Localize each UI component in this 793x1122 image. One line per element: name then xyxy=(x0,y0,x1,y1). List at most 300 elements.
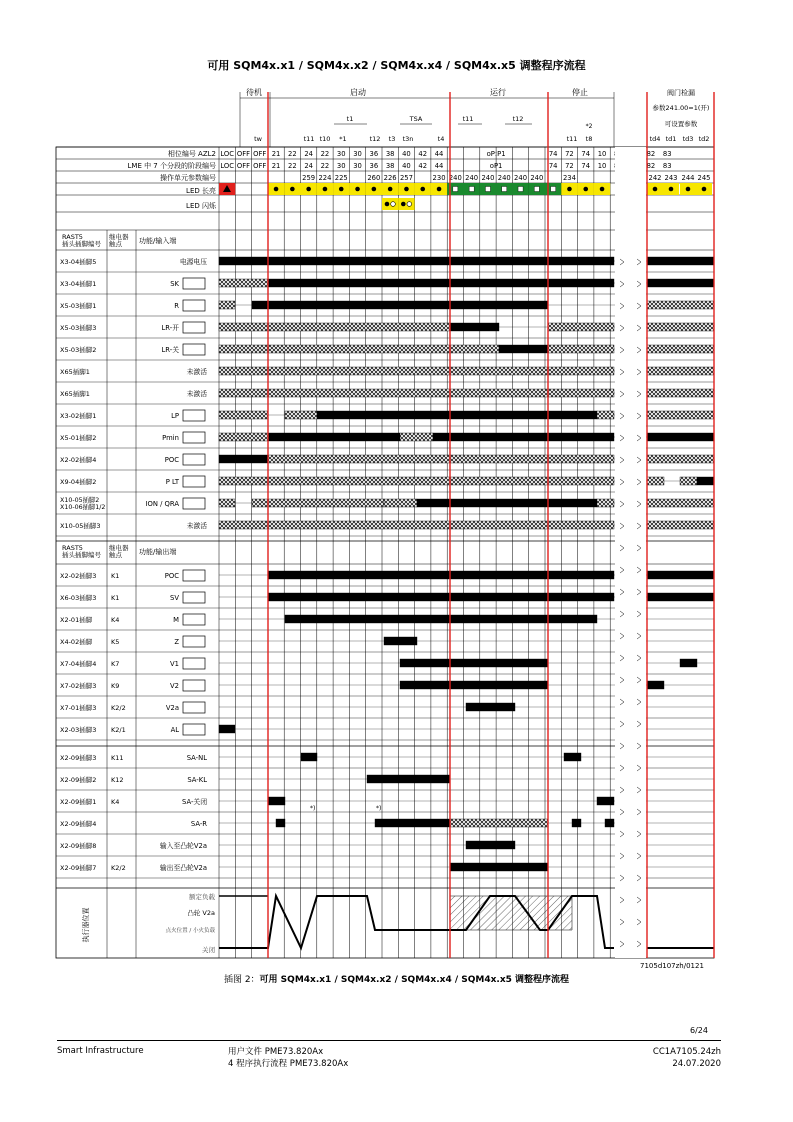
param-value: 244 xyxy=(681,174,695,182)
param-value: 226 xyxy=(383,174,397,182)
caption-prefix: 插图 2： xyxy=(223,975,260,985)
azl-value: 22 xyxy=(288,150,297,158)
timing-star2: *2 xyxy=(585,123,593,130)
azl-value: 82 xyxy=(646,150,656,158)
output-header-c1b: 插头插脚编号 xyxy=(62,551,101,559)
output-row-3-pin: X4-02插脚 xyxy=(60,638,93,646)
signal-bar xyxy=(499,345,548,353)
lme-value: 44 xyxy=(434,162,444,170)
signal-bar xyxy=(647,367,714,375)
signal-bar xyxy=(400,659,548,667)
timing-label: t11 xyxy=(303,135,315,143)
signal-bar xyxy=(219,367,614,375)
lme-value: 40 xyxy=(402,162,411,170)
input-row-6-pin: X65插脚1 xyxy=(60,390,90,398)
lme-value: 24 xyxy=(304,162,313,170)
switch-icon xyxy=(183,570,205,581)
azl-value: 74 xyxy=(548,150,558,158)
pressure-icon xyxy=(183,432,205,443)
footer-divider xyxy=(57,1040,721,1041)
input-row-8-func: Pmin xyxy=(162,434,179,442)
valve-icon xyxy=(183,658,205,669)
phase-valve-param: 参数241.00=1(开) xyxy=(652,104,710,112)
actuator-row-4-func: 输入至凸轮V2a xyxy=(159,842,207,850)
thermostat-icon xyxy=(183,300,205,311)
signal-bar xyxy=(268,571,614,579)
azl-value: 44 xyxy=(434,150,444,158)
lme-value: OFF xyxy=(253,162,267,170)
param-value: 260 xyxy=(367,174,381,182)
param-value: 259 xyxy=(302,174,316,182)
led-dot xyxy=(437,187,442,192)
figure-ref: 7105d107zh/0121 xyxy=(640,962,704,970)
position-rated-load: 额定负载 xyxy=(189,893,215,901)
lme-value: 74 xyxy=(581,162,591,170)
azl-value: 30 xyxy=(336,150,346,158)
timing-td: td4 xyxy=(649,135,661,143)
output-row-0-relay: K1 xyxy=(111,572,120,580)
led-dot xyxy=(306,187,311,192)
input-row-0-pin: X3-04插脚5 xyxy=(60,258,97,266)
led-dot xyxy=(355,187,360,192)
input-row-9-pin: X2-02插脚4 xyxy=(60,456,97,464)
led-dot xyxy=(420,187,425,192)
led-dot xyxy=(404,187,409,192)
timing-label: t10 xyxy=(319,135,331,143)
actuator-row-2-func: SA-关闭 xyxy=(182,798,207,806)
input-row-8-pin: X5-01插脚2 xyxy=(60,434,97,442)
signal-bar xyxy=(680,477,697,485)
footer-doc-line2: 4 程序执行流程 PME73.820Ax xyxy=(228,1059,349,1069)
output-row-6-relay: K2/2 xyxy=(111,704,126,712)
output-row-6-pin: X7-01插脚3 xyxy=(60,704,97,712)
led-square xyxy=(485,187,490,192)
timing-td: td2 xyxy=(698,135,710,143)
timing-label: t11 xyxy=(566,135,578,143)
led-dot xyxy=(323,187,328,192)
lme-value: oP1 xyxy=(489,162,503,170)
timing-label: t12 xyxy=(369,135,381,143)
phase-run: 运行 xyxy=(490,88,506,97)
signal-bar xyxy=(647,279,714,287)
actuator-row-4-pin: X2-09插脚8 xyxy=(60,842,97,850)
input-row-7-func: LP xyxy=(171,412,179,420)
signal-bar xyxy=(466,841,515,849)
output-row-3-func: Z xyxy=(174,638,179,646)
input-row-4-func: LR-关 xyxy=(161,346,179,354)
page-title: 可用 SQM4x.x1 / SQM4x.x2 / SQM4x.x4 / SQM4x.x5 调整程序流程 xyxy=(207,59,586,72)
footnote-mark: *) xyxy=(376,805,382,812)
input-row-3-pin: X5-03插脚3 xyxy=(60,324,97,332)
signal-bar xyxy=(572,819,581,827)
led-square xyxy=(469,187,474,192)
figure-caption xyxy=(0,972,793,985)
lme-value: 21 xyxy=(271,162,281,170)
timing-td: td1 xyxy=(665,135,677,143)
signal-bar xyxy=(219,455,268,463)
timing-label: t4 xyxy=(437,135,445,143)
signal-bar xyxy=(219,725,235,733)
output-row-4-pin: X7-04插脚4 xyxy=(60,660,97,668)
supply-bar xyxy=(647,257,714,265)
lme-value: 30 xyxy=(353,162,362,170)
phase-stop: 停止 xyxy=(572,88,588,97)
signal-bar xyxy=(647,345,714,353)
lme-value: 42 xyxy=(418,162,428,170)
param-value: 240 xyxy=(448,174,462,182)
signal-bar xyxy=(647,411,714,419)
output-header-c2a: 继电器 xyxy=(109,544,129,552)
position-ignition: 点火位置 / 小火负载 xyxy=(165,928,215,934)
output-row-0-pin: X2-02插脚3 xyxy=(60,572,97,580)
output-row-5-relay: K9 xyxy=(111,682,120,690)
output-row-5-pin: X7-02插脚3 xyxy=(60,682,97,690)
param-value: 245 xyxy=(697,174,711,182)
param-value: 240 xyxy=(530,174,544,182)
param-value: 243 xyxy=(664,174,678,182)
output-row-1-relay: K1 xyxy=(111,594,120,602)
led-ring xyxy=(391,202,396,207)
led-dot xyxy=(339,187,344,192)
actuator-row-2-pin: X2-09插脚1 xyxy=(60,798,97,806)
pressure-icon xyxy=(183,476,205,487)
phase-standby: 待机 xyxy=(246,88,262,97)
lme-value: 22 xyxy=(320,162,330,170)
phase-valve-settable: 可设置参数 xyxy=(664,120,698,128)
motor-icon xyxy=(183,614,205,625)
input-row-6-func: 未激活 xyxy=(186,390,207,398)
phase-valve-check: 阀门检漏 xyxy=(667,89,695,97)
output-header-c1a: RAST5 xyxy=(62,544,83,552)
output-row-4-func: V1 xyxy=(170,660,179,668)
led-square xyxy=(518,187,523,192)
position-closed: 关闭 xyxy=(202,946,215,954)
output-row-6-func: V2a xyxy=(165,704,179,712)
lme-value: 74 xyxy=(548,162,558,170)
signal-bar xyxy=(252,301,548,309)
signal-bar xyxy=(647,433,714,441)
output-row-2-relay: K4 xyxy=(111,616,120,624)
azl-value: 42 xyxy=(418,150,428,158)
signal-bar xyxy=(417,499,597,507)
azl-value: 74 xyxy=(581,150,591,158)
input-row-9-func: POC xyxy=(164,456,179,464)
led-flash-yellow xyxy=(382,198,398,210)
param-value: 240 xyxy=(514,174,528,182)
led-ring xyxy=(407,202,412,207)
switch-icon xyxy=(183,454,205,465)
footer-document xyxy=(228,1046,348,1070)
lme-value: 83 xyxy=(662,162,672,170)
param-value: 240 xyxy=(497,174,511,182)
led-dot xyxy=(653,187,658,192)
input-header-c1a: RAST5 xyxy=(62,233,83,241)
signal-bar xyxy=(285,411,317,419)
output-row-2-pin: X2-01插脚 xyxy=(60,616,93,624)
timing-t1: t1 xyxy=(346,115,354,123)
actuator-row-3-func: SA-R xyxy=(190,820,207,828)
signal-bar xyxy=(400,681,548,689)
led-flash-yellow xyxy=(398,198,414,210)
led-dot xyxy=(401,202,406,207)
input-header-c2a: 继电器 xyxy=(109,233,129,241)
azl-value: 21 xyxy=(271,150,281,158)
azl-value: OFF xyxy=(236,150,251,158)
footer-code-date xyxy=(653,1046,721,1070)
modulation-area xyxy=(450,896,548,930)
led-square xyxy=(534,187,539,192)
signal-bar xyxy=(384,499,417,507)
valve-icon xyxy=(183,680,205,691)
output-row-7-func: AL xyxy=(170,726,179,734)
lme-value: LOC xyxy=(220,162,234,170)
param-value: 240 xyxy=(481,174,495,182)
signal-bar xyxy=(605,819,614,827)
led-dot xyxy=(372,187,377,192)
signal-bar xyxy=(268,279,614,287)
signal-bar xyxy=(597,797,614,805)
row-label-param: 操作单元参数编号 xyxy=(160,174,216,182)
input-row-11-func: ION / QRA xyxy=(145,500,179,508)
azl-value: 10 xyxy=(597,150,607,158)
lr-close-icon xyxy=(183,344,205,355)
actuator-row-0-relay: K11 xyxy=(111,754,124,762)
lr-open-icon xyxy=(183,322,205,333)
actuator-row-0-pin: X2-09插脚3 xyxy=(60,754,97,762)
led-dot xyxy=(686,187,691,192)
signal-bar xyxy=(680,659,697,667)
timing-label: *1 xyxy=(339,135,347,143)
azl-value: 22 xyxy=(320,150,330,158)
input-row-12-pin: X10-05插脚3 xyxy=(60,522,101,530)
actuator-row-3-pin: X2-09插脚4 xyxy=(60,820,97,828)
actuator-row-5-pin: X2-09插脚7 xyxy=(60,864,97,872)
signal-bar xyxy=(384,637,417,645)
signal-bar xyxy=(647,571,714,579)
input-header-c1b: 插头插脚编号 xyxy=(62,240,101,248)
actuator-row-5-func: 输出至凸轮V2a xyxy=(159,864,207,872)
signal-bar xyxy=(268,593,614,601)
param-value: 240 xyxy=(465,174,479,182)
signal-bar xyxy=(219,301,235,309)
azl-value: 40 xyxy=(402,150,411,158)
input-row-4-pin: X5-03插脚2 xyxy=(60,346,97,354)
signal-bar xyxy=(375,819,450,827)
input-header-c2b: 触点 xyxy=(109,240,122,248)
led-dot xyxy=(290,187,295,192)
signal-bar xyxy=(400,433,433,441)
row-label-led-flash: LED 闪烁 xyxy=(186,202,216,210)
phase-startup: 启动 xyxy=(350,88,366,97)
footnote-mark: *) xyxy=(310,805,316,812)
signal-bar xyxy=(301,753,317,761)
signal-bar xyxy=(268,455,614,463)
signal-bar xyxy=(697,477,714,485)
led-dot xyxy=(385,202,390,207)
output-row-2-func: M xyxy=(173,616,179,624)
caption-text: 可用 SQM4x.x1 / SQM4x.x2 / SQM4x.x4 / SQM4x.x5 调整程序流程 xyxy=(259,975,570,985)
output-row-0-func: POC xyxy=(164,572,179,580)
lme-value: 36 xyxy=(369,162,379,170)
signal-bar xyxy=(548,323,614,331)
signal-bar xyxy=(268,797,285,805)
signal-bar xyxy=(268,433,400,441)
output-row-5-func: V2 xyxy=(170,682,179,690)
signal-bar xyxy=(219,279,268,287)
footer-company: Smart Infrastructure xyxy=(57,1046,144,1056)
footer-date: 24.07.2020 xyxy=(672,1059,721,1069)
azl-value: OFF xyxy=(253,150,267,158)
lme-value: 82 xyxy=(646,162,656,170)
output-header-c3: 功能/输出端 xyxy=(139,548,177,556)
azl-value: oP:P1 xyxy=(486,150,506,158)
signal-bar xyxy=(647,323,714,331)
timing-label: t3n xyxy=(402,135,414,143)
actuator-position-label: 执行器位置 xyxy=(82,907,90,943)
output-row-1-func: SV xyxy=(170,594,179,602)
supply-bar xyxy=(219,257,614,265)
actuator-row-1-pin: X2-09插脚2 xyxy=(60,776,97,784)
output-header-c2b: 触点 xyxy=(109,551,122,559)
signal-bar xyxy=(647,499,714,507)
signal-bar xyxy=(219,521,614,529)
led-square xyxy=(551,187,556,192)
signal-bar xyxy=(647,521,714,529)
output-row-4-relay: K7 xyxy=(111,660,120,668)
azl-value: 24 xyxy=(304,150,313,158)
signal-bar xyxy=(450,863,548,871)
flame-sensor-icon xyxy=(183,498,205,509)
lme-value: 22 xyxy=(288,162,297,170)
valve-icon xyxy=(183,702,205,713)
led-square xyxy=(502,187,507,192)
led-dot xyxy=(600,187,605,192)
output-row-1-pin: X6-03插脚3 xyxy=(60,594,97,602)
output-row-7-pin: X2-03插脚3 xyxy=(60,726,97,734)
row-label-lme: LME 中 7 个分段的阶段编号 xyxy=(127,162,216,170)
signal-bar xyxy=(647,477,664,485)
signal-bar xyxy=(219,499,235,507)
signal-bar xyxy=(450,323,499,331)
signal-bar xyxy=(548,345,614,353)
lme-value: 72 xyxy=(565,162,574,170)
azl-value: 30 xyxy=(353,150,362,158)
led-dot xyxy=(274,187,279,192)
row-label-led-on: LED 长亮 xyxy=(186,187,216,195)
azl-value: 38 xyxy=(385,150,395,158)
input-row-5-pin: X65插脚1 xyxy=(60,368,90,376)
row-label-azl: 相位编号 AZL2 xyxy=(167,150,216,158)
signal-bar xyxy=(219,323,450,331)
signal-bar xyxy=(317,411,597,419)
signal-bar xyxy=(564,753,581,761)
param-value: 225 xyxy=(334,174,348,182)
lme-value: 38 xyxy=(385,162,395,170)
valve-icon xyxy=(183,592,205,603)
led-dot xyxy=(702,187,707,192)
signal-bar xyxy=(433,433,614,441)
signal-bar xyxy=(647,455,714,463)
input-row-5-func: 未激活 xyxy=(186,368,207,376)
timing-label: tw xyxy=(254,135,262,143)
input-row-12-func: 未激活 xyxy=(186,522,207,530)
timing-run-t12: t12 xyxy=(512,115,524,123)
signal-bar xyxy=(252,499,384,507)
signal-bar xyxy=(219,433,268,441)
signal-bar xyxy=(285,615,597,623)
output-row-3-relay: K5 xyxy=(111,638,120,646)
input-row-11-pin: X10-05插脚2 xyxy=(60,497,100,504)
azl-value: 36 xyxy=(369,150,379,158)
footer-doc-line1: 用户文件 PME73.820Ax xyxy=(228,1047,324,1057)
azl-value: 72 xyxy=(565,150,574,158)
break-gap xyxy=(615,147,646,958)
input-row-7-pin: X3-02插脚1 xyxy=(60,412,97,420)
azl-value: LOC xyxy=(220,150,234,158)
param-value: 230 xyxy=(432,174,446,182)
param-value: 234 xyxy=(562,174,576,182)
switch-icon xyxy=(183,278,205,289)
input-header-c3: 功能/输入端 xyxy=(139,237,177,245)
input-row-1-pin: X3-04插脚1 xyxy=(60,280,97,288)
actuator-row-1-relay: K12 xyxy=(111,776,124,784)
actuator-row-5-relay: K2/2 xyxy=(111,864,126,872)
input-row-2-func: R xyxy=(174,302,179,310)
signal-bar xyxy=(647,389,714,397)
output-row-7-relay: K2/1 xyxy=(111,726,126,734)
timing-td: td3 xyxy=(682,135,694,143)
actuator-row-2-relay: K4 xyxy=(111,798,120,806)
timing-label: t3 xyxy=(388,135,396,143)
timing-run-t11: t11 xyxy=(462,115,474,123)
actuator-row-1-func: SA-KL xyxy=(187,776,207,784)
footer-code: CC1A7105.24zh xyxy=(652,1047,721,1057)
input-row-3-func: LR-开 xyxy=(161,324,179,332)
led-dot xyxy=(567,187,572,192)
signal-bar xyxy=(450,819,548,827)
actuator-row-0-func: SA-NL xyxy=(186,754,207,762)
input-row-0-func: 电源电压 xyxy=(179,258,207,266)
signal-bar xyxy=(466,703,515,711)
lme-value: 30 xyxy=(336,162,346,170)
param-value: 242 xyxy=(648,174,662,182)
signal-bar xyxy=(219,411,268,419)
signal-bar xyxy=(367,775,450,783)
azl-value: 83 xyxy=(662,150,672,158)
signal-bar xyxy=(219,477,614,485)
param-value: 224 xyxy=(318,174,332,182)
signal-bar xyxy=(276,819,285,827)
page-number: 6/24 xyxy=(690,1026,708,1035)
input-row-10-func: P LT xyxy=(165,478,179,486)
input-row-1-func: SK xyxy=(170,280,179,288)
lme-value: 10 xyxy=(597,162,607,170)
ignition-icon xyxy=(183,636,205,647)
alarm-icon xyxy=(183,724,205,735)
timing-tsa: TSA xyxy=(409,115,423,123)
signal-bar xyxy=(647,681,664,689)
input-row-2-pin: X5-03插脚1 xyxy=(60,302,97,310)
led-dot xyxy=(583,187,588,192)
param-value: 257 xyxy=(399,174,413,182)
signal-bar xyxy=(219,389,614,397)
signal-bar xyxy=(597,499,614,507)
pressure-icon xyxy=(183,410,205,421)
signal-bar xyxy=(597,411,614,419)
input-row-11-pin2: X10-06插脚1/2 xyxy=(60,504,106,511)
timing-label: t8 xyxy=(585,135,593,143)
position-cam-v2a: 凸轮 V2a xyxy=(187,909,215,917)
